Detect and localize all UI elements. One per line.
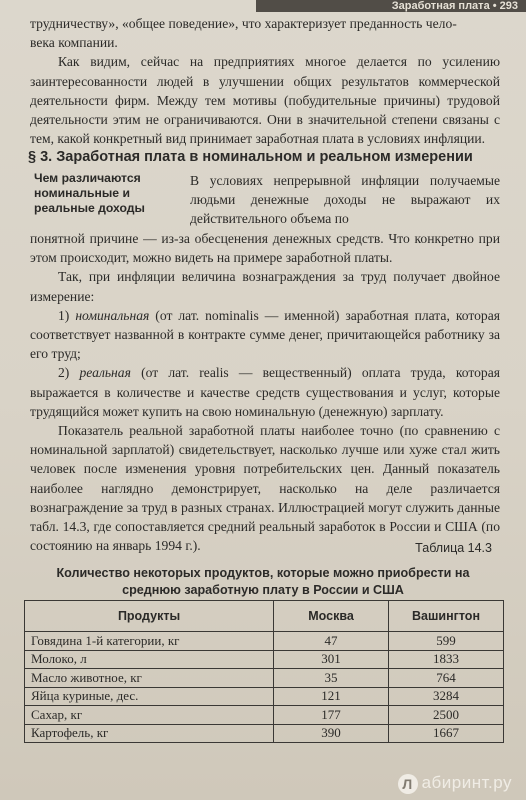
- column-header-products: Продукты: [25, 601, 274, 632]
- table-row: [25, 669, 504, 688]
- term-nominal: номинальная: [75, 307, 150, 323]
- table-title: Количество некоторых продуктов, которые можно приобрести на среднюю заработную плату в России и США: [56, 566, 470, 597]
- paragraph-real: [0, 363, 526, 421]
- moscow-value: 390: [274, 724, 389, 743]
- product-name: Масло животное, кг: [25, 669, 274, 688]
- table-row: [25, 650, 504, 669]
- moscow-value: 121: [274, 687, 389, 706]
- washington-value: 2500: [389, 706, 504, 725]
- section-lead-text: В условиях непрерывной инфляции получаемые людьми денежные доходы не выражают их действительного объема по: [190, 173, 500, 227]
- real-definition: (от лат. realis — вещественный) оплата труда, которая выражается в количестве и качестве средств существования и услуг, которые трудящийся может купить на свою номинальную (денежную) зарплату.: [30, 365, 500, 419]
- table-row: [25, 724, 504, 743]
- moscow-value: 301: [274, 650, 389, 669]
- body-block: [0, 229, 526, 555]
- paragraph-dual-measure: Так, при инфляции величина вознаграждения за труд получает двойное измерение:: [30, 269, 500, 304]
- washington-value: 599: [389, 632, 504, 651]
- watermark-text: абиринт.ру: [421, 773, 512, 793]
- section-continuation: понятной причине — из-за обесценения денежных средств. Что конкретно при этом происходит, можно видеть на примере заработной платы.: [30, 231, 500, 266]
- table-number: Таблица 14.3: [415, 541, 492, 555]
- product-name: Говядина 1-й категории, кг: [25, 632, 274, 651]
- product-name: Сахар, кг: [25, 706, 274, 725]
- column-header-washington: Вашингтон: [389, 601, 504, 632]
- product-name: Молоко, л: [25, 650, 274, 669]
- moscow-value: 47: [274, 632, 389, 651]
- table-header-row: [25, 601, 504, 632]
- intro-paragraph: Как видим, сейчас на предприятиях многое делается по усилению заинтересованности людей в улучшении общих результатов коммерческой деятельности фирм. Между тем мотивы (побудительные причины) трудовой деятельности этим не ограничиваются. Они в значительной степени связаны с тем, какой конкретный вид принимает заработная плата в условиях инфляции.: [30, 54, 500, 147]
- moscow-value: 35: [274, 669, 389, 688]
- table-row: [25, 706, 504, 725]
- table-row: [25, 687, 504, 706]
- product-name: Яйца куриные, дес.: [25, 687, 274, 706]
- labirint-logo-icon: Л: [398, 774, 418, 794]
- section-title: § 3. Заработная плата в номинальном и реальном измерении: [28, 149, 473, 165]
- intro-line-1: трудничеству», «общее поведение», что характеризует преданность чело-: [30, 16, 457, 31]
- column-header-moscow: Москва: [274, 601, 389, 632]
- item-number-2: 2): [58, 365, 70, 381]
- watermark: [398, 773, 512, 794]
- margin-note: Чем различаются номинальные и реальные доходы: [34, 171, 145, 215]
- washington-value: 1667: [389, 724, 504, 743]
- paragraph-real-wage-indicator: Показатель реальной заработной платы наиболее точно (по сравнению с номинальной зарплатой) свидетельствует, насколько лучше или хуже стал жить человек после изменения уровня потребительских цен. Данный показатель наиболее наглядно демонстрирует, насколько на деле различается вознаграждение за труд в разных странах. Иллюстрацией могут служить данные табл. 14.3, где сопоставляется средний реальный заработок в России и США (по состоянию на январь 1994 г.).: [30, 423, 500, 554]
- intro-block: [0, 14, 526, 148]
- intro-line-2: века компании.: [30, 35, 118, 51]
- products-table: [24, 600, 504, 743]
- term-real: реальная: [79, 365, 131, 381]
- item-number-1: 1): [58, 307, 70, 323]
- moscow-value: 177: [274, 706, 389, 725]
- washington-value: 1833: [389, 650, 504, 669]
- washington-value: 3284: [389, 687, 504, 706]
- product-name: Картофель, кг: [25, 724, 274, 743]
- nominal-definition: (от лат. nominalis — именной) заработная плата, которая соответствует названной в контракте сумме денег, причитающейся работнику за его труд;: [30, 307, 500, 362]
- running-title: Заработная плата • 293: [391, 0, 518, 12]
- running-header: [256, 0, 526, 12]
- paragraph-nominal: [0, 306, 526, 364]
- table-row: [25, 632, 504, 651]
- washington-value: 764: [389, 669, 504, 688]
